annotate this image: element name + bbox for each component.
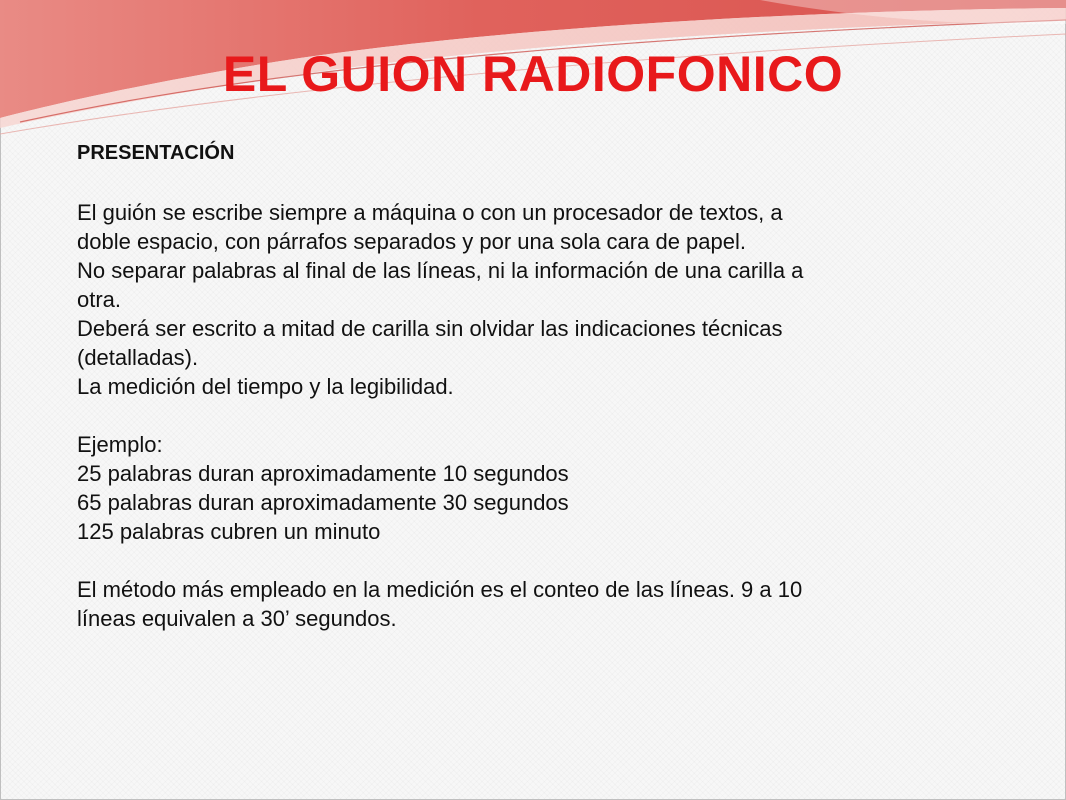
intro-line: (detalladas).	[77, 345, 199, 370]
closing-line: El método más empleado en la medición es el conteo de las líneas. 9 a 10	[77, 577, 803, 602]
section-heading: PRESENTACIÓN	[77, 142, 235, 164]
closing-line: líneas equivalen a 30’ segundos.	[77, 606, 397, 631]
example-line: 125 palabras cubren un minuto	[77, 519, 381, 544]
intro-line: La medición del tiempo y la legibilidad.	[77, 374, 454, 399]
intro-line: El guión se escribe siempre a máquina o con un procesador de textos, a	[77, 200, 783, 225]
slide-body	[77, 138, 977, 633]
slide-title: EL GUION RADIOFONICO	[222, 46, 844, 102]
example-line: 65 palabras duran aproximadamente 30 segundos	[77, 490, 569, 515]
example-line: Ejemplo:	[77, 432, 163, 457]
intro-line: Deberá ser escrito a mitad de carilla sin olvidar las indicaciones técnicas	[77, 316, 783, 341]
intro-line: doble espacio, con párrafos separados y por una sola cara de papel.	[77, 229, 746, 254]
example-line: 25 palabras duran aproximadamente 10 segundos	[77, 461, 569, 486]
spacer	[77, 168, 977, 198]
spacer	[77, 401, 977, 430]
spacer	[77, 546, 977, 575]
intro-line: otra.	[77, 287, 122, 312]
intro-line: No separar palabras al final de las líneas, ni la información de una carilla a	[77, 258, 804, 283]
